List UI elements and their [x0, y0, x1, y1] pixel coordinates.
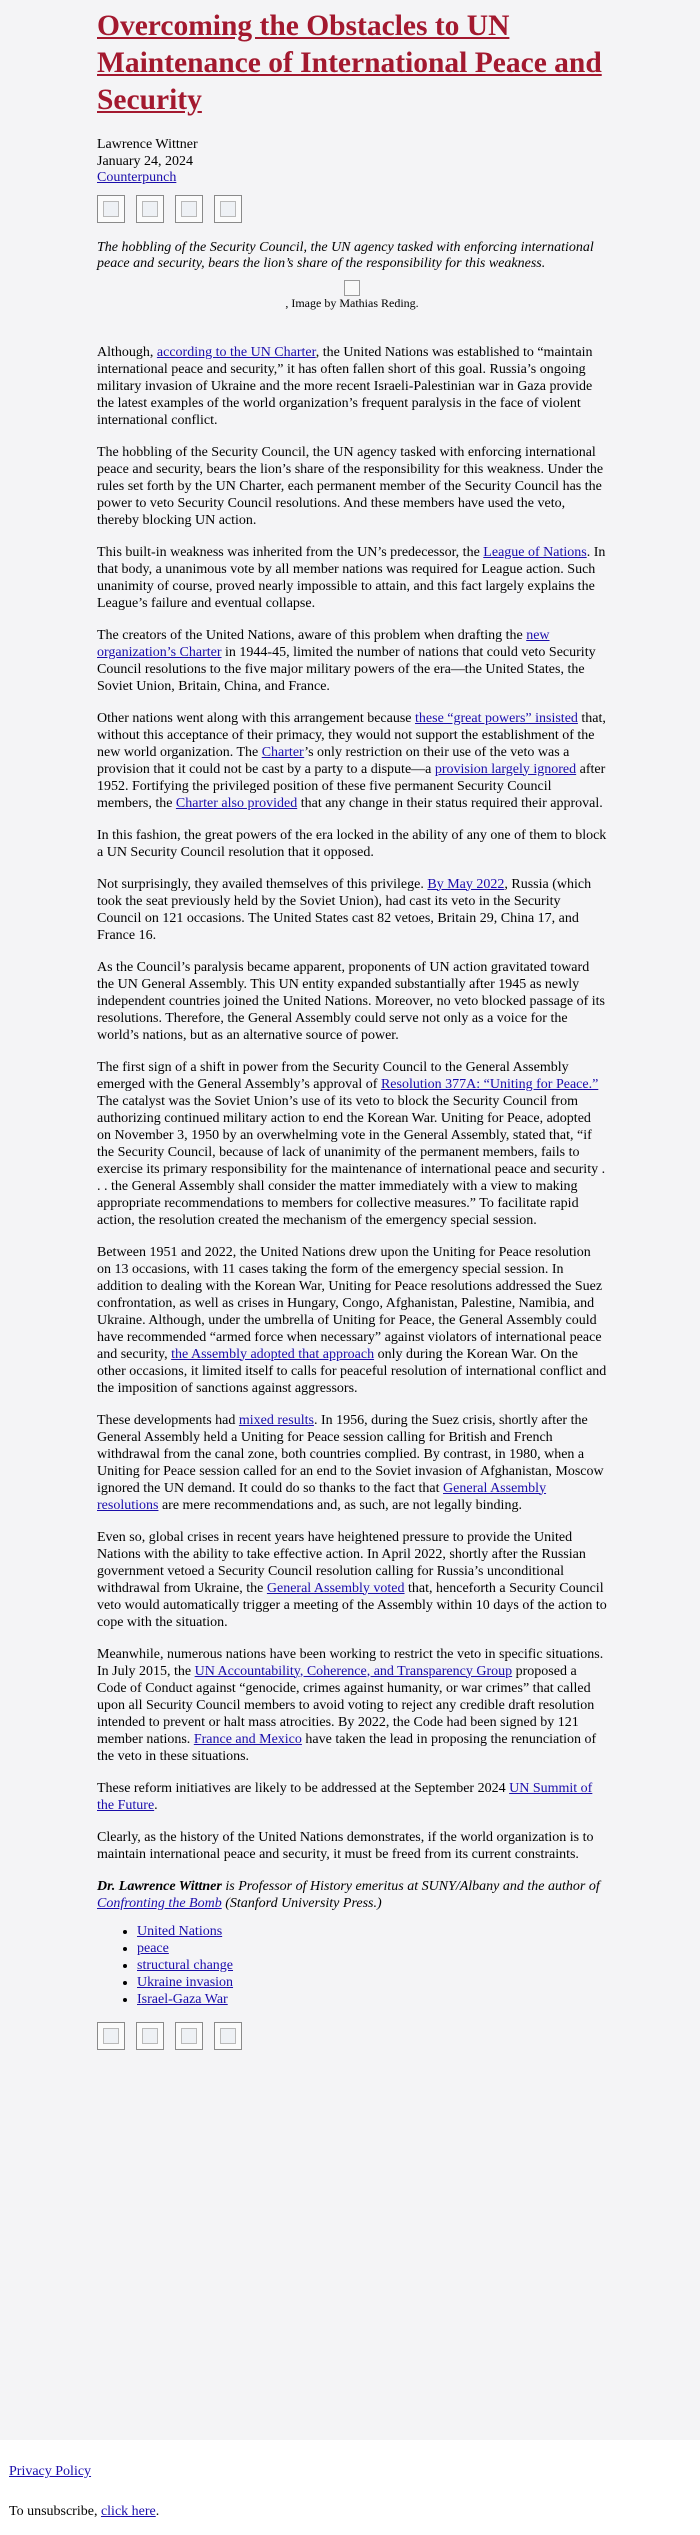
author-bio: [97, 1878, 607, 1912]
inline-link[interactable]: these “great powers” insisted: [415, 710, 578, 726]
paragraph-text: ’s only restriction on their use of the veto was a provision that it could not be cast by a party to a dispute—a: [97, 744, 570, 777]
twitter-share-button[interactable]: [136, 195, 164, 223]
unsubscribe-period: .: [155, 2504, 160, 2519]
unsubscribe-link[interactable]: click here: [100, 2504, 156, 2519]
inline-link[interactable]: By May 2022: [427, 876, 505, 892]
paragraph-text: Not surprisingly, they availed themselves of this privilege.: [97, 876, 428, 892]
paragraph-text: The first sign of a shift in power from the Security Council to the General Assembly emerged with the General Assembly’s approval of: [97, 1059, 569, 1092]
paragraph-text: have taken the lead in proposing the renunciation of the veto in these situations.: [97, 1731, 597, 1764]
paragraph-text: that, without this acceptance of their primacy, they would not support the establishment of the new world organization. The: [97, 710, 606, 760]
bio-author-name: Dr. Lawrence Wittner: [97, 1878, 222, 1894]
facebook-icon: [103, 201, 119, 217]
article-body: [97, 344, 607, 1863]
inline-link[interactable]: France and Mexico: [193, 1731, 302, 1747]
paragraph-text: .: [154, 1797, 158, 1813]
paragraph-text: Although,: [97, 344, 157, 360]
inline-link[interactable]: new organization’s Charter: [97, 627, 550, 660]
print-share-button[interactable]: [214, 195, 242, 223]
unsubscribe-line: [9, 2503, 689, 2520]
body-paragraph: [97, 1829, 607, 1863]
inline-link[interactable]: UN Summit of the Future: [97, 1780, 593, 1813]
facebook-icon: [103, 2028, 119, 2044]
paragraph-text: As the Council’s paralysis became apparent, proponents of UN action gravitated toward the UN General Assembly. This UN entity expanded substantially after 1945 as newly independent countries joined the United Nations. Moreover, no veto blocked passage of its resolutions. Therefore, the General Assembly could serve not only as a voice for the world’s nations, but as an alternative source of power.: [97, 959, 605, 1043]
article-meta: [97, 137, 607, 187]
paragraph-text: Even so, global crises in recent years have heightened pressure to provide the United Nations with the ability to take effective action. In April 2022, shortly after the Russian government vetoed a Security Council resolution calling for Russia’s unconditional withdrawal from Ukraine, the: [97, 1529, 586, 1596]
paragraph-text: that any change in their status required their approval.: [297, 795, 603, 811]
tag-link[interactable]: Israel-Gaza War: [137, 1991, 228, 2007]
body-paragraph: [97, 1646, 607, 1765]
body-paragraph: [97, 827, 607, 861]
paragraph-text: The catalyst was the Soviet Union’s use of its veto to block the Security Council from authorizing continued military action to end the Korean War. Uniting for Peace, adopted on November 3, 1950 by an overwhelming vote in the General Assembly, stated that, “if the Security Council, because of lack of unanimity of the permanent members, fails to exercise its primary responsibility for the maintenance of international peace and security . . . the General Assembly shall consider the matter immediately with a view to making appropriate recommendations to members for collective measures.” To facilitate rapid action, the resolution created the mechanism of the emergency special session.: [97, 1093, 606, 1228]
broken-image-icon: [344, 280, 360, 296]
image-block: [97, 280, 607, 314]
paragraph-text: The hobbling of the Security Council, the UN agency tasked with enforcing international peace and security, bears the lion’s share of the responsibility for this weakness. Under the rules set forth by the UN Charter, each permanent member of the Security Council has the power to veto Security Council resolutions. And these members have used the veto, thereby blocking UN action.: [97, 444, 604, 528]
tag-item: [137, 1923, 607, 1940]
article-title-link[interactable]: Overcoming the Obstacles to UN Maintenance of International Peace and Security: [97, 10, 602, 116]
inline-link[interactable]: General Assembly voted: [266, 1580, 405, 1596]
facebook-share-button[interactable]: [97, 195, 125, 223]
inline-link[interactable]: mixed results: [238, 1412, 314, 1428]
publish-date: January 24, 2024: [97, 153, 194, 169]
paragraph-text: . In that body, a unanimous vote by all member nations was required for League action. Such unanimity of course, proved nearly impossible to attain, and this fact largely explains the League’s failure and eventual collapse.: [97, 544, 606, 611]
body-paragraph: [97, 710, 607, 812]
email-icon: [181, 201, 197, 217]
share-icons-top: [97, 195, 607, 229]
paragraph-text: This built-in weakness was inherited from the UN’s predecessor, the: [97, 544, 484, 560]
inline-link[interactable]: League of Nations: [483, 544, 587, 560]
print-icon: [220, 201, 236, 217]
twitter-share-button[interactable]: [136, 2022, 164, 2050]
source-link[interactable]: Counterpunch: [97, 170, 177, 185]
privacy-policy-link[interactable]: Privacy Policy: [9, 2464, 92, 2479]
paragraph-text: Clearly, as the history of the United Nations demonstrates, if the world organization is to maintain international peace and security, it must be freed from its current constraints.: [97, 1829, 594, 1862]
author-name: Lawrence Wittner: [97, 137, 198, 152]
email-icon: [181, 2028, 197, 2044]
paragraph-text: Meanwhile, numerous nations have been working to restrict the veto in specific situations. In July 2015, the: [97, 1646, 604, 1679]
print-icon: [220, 2028, 236, 2044]
inline-link[interactable]: General Assembly resolutions: [97, 1480, 547, 1513]
twitter-icon: [142, 2028, 158, 2044]
inline-link[interactable]: provision largely ignored: [434, 761, 577, 777]
inline-link[interactable]: the Assembly adopted that approach: [171, 1346, 375, 1362]
unsubscribe-text: To unsubscribe,: [9, 2504, 101, 2519]
tag-item: [137, 1991, 607, 2008]
book-link[interactable]: Confronting the Bomb: [97, 1895, 222, 1911]
print-share-button[interactable]: [214, 2022, 242, 2050]
email-footer: [9, 2463, 689, 2520]
paragraph-text: . In 1956, during the Suez crisis, shortly after the General Assembly held a Uniting for Peace session calling for British and French withdrawal from the canal zone, both countries complied. By contrast, in 1980, when a Uniting for Peace session called for an end to the Soviet invasion of Afghanistan, Moscow ignored the UN demand. It could do so thanks to the fact that: [97, 1412, 604, 1496]
paragraph-text: only during the Korean War. On the other occasions, it limited itself to calls for peaceful resolution of international conflict and the imposition of sanctions against aggressors.: [97, 1346, 607, 1396]
facebook-share-button[interactable]: [97, 2022, 125, 2050]
inline-link[interactable]: according to the UN Charter: [156, 344, 316, 360]
email-share-button[interactable]: [175, 195, 203, 223]
body-paragraph: [97, 627, 607, 695]
paragraph-text: The creators of the United Nations, aware of this problem when drafting the: [97, 627, 527, 643]
body-paragraph: [97, 444, 607, 529]
body-paragraph: [97, 1059, 607, 1229]
tag-link[interactable]: Ukraine invasion: [137, 1974, 234, 1990]
share-icons-bottom: [97, 2022, 607, 2056]
paragraph-text: after 1952. Fortifying the privileged position of these five permanent Security Council members, the: [97, 761, 606, 811]
inline-link[interactable]: Resolution 377A: “Uniting for Peace.”: [380, 1076, 599, 1092]
paragraph-text: that, henceforth a Security Council veto would automatically trigger a meeting of the Assembly within 10 days of the action to cope with the situation.: [97, 1580, 607, 1630]
inline-link[interactable]: Charter also provided: [175, 795, 298, 811]
paragraph-text: , the United Nations was established to “maintain international peace and security,” it has often fallen short of this goal. Russia’s ongoing military invasion of Ukraine and the more recent Israeli-Palestinian war in Gaza provide the latest examples of the world organization’s frequent paralysis in the face of violent international conflict.: [97, 344, 593, 428]
tag-link[interactable]: United Nations: [137, 1923, 223, 1939]
paragraph-text: , Russia (which took the seat previously held by the Soviet Union), had cast its veto in the Security Council on 121 occasions. The United States cast 82 vetoes, Britain 29, China 17, and France 16.: [97, 876, 592, 943]
paragraph-text: These developments had: [97, 1412, 239, 1428]
bio-text: (Stanford University Press.): [221, 1895, 382, 1911]
tag-link[interactable]: peace: [137, 1940, 169, 1956]
body-paragraph: [97, 1412, 607, 1514]
email-share-button[interactable]: [175, 2022, 203, 2050]
twitter-icon: [142, 201, 158, 217]
body-paragraph: [97, 876, 607, 944]
tag-item: [137, 1974, 607, 1991]
body-paragraph: [97, 1529, 607, 1631]
article: [97, 0, 607, 2056]
paragraph-text: In this fashion, the great powers of the era locked in the ability of any one of them to block a UN Security Council resolution that it opposed.: [97, 827, 607, 860]
inline-link[interactable]: UN Accountability, Coherence, and Transparency Group: [194, 1663, 513, 1679]
tag-item: [137, 1957, 607, 1974]
image-caption: , Image by Mathias Reding.: [285, 295, 419, 310]
paragraph-text: proposed a Code of Conduct against “genocide, crimes against humanity, or war crimes” that called upon all Security Council members to avoid voting to reject any credible draft resolution intended to prevent or halt mass atrocities. By 2022, the Code had been signed by 121 member nations.: [97, 1663, 595, 1747]
body-paragraph: [97, 959, 607, 1044]
tag-item: [137, 1940, 607, 1957]
paragraph-text: Other nations went along with this arrangement because: [97, 710, 416, 726]
paragraph-text: Between 1951 and 2022, the United Nations drew upon the Uniting for Peace resolution on 13 occasions, with 11 cases taking the form of the emergency special session. In addition to dealing with the Korean War, Uniting for Peace resolutions addressed the Suez confrontation, as well as crises in Hungary, Congo, Afghanistan, Palestine, Namibia, and Ukraine. Although, under the umbrella of Uniting for Peace, the General Assembly could have recommended “armed force when necessary” against violators of international peace and security,: [97, 1244, 603, 1362]
body-paragraph: [97, 1244, 607, 1397]
paragraph-text: These reform initiatives are likely to be addressed at the September 2024: [97, 1780, 510, 1796]
body-paragraph: [97, 544, 607, 612]
tag-list: [97, 1923, 607, 2008]
article-lede: The hobbling of the Security Council, the UN agency tasked with enforcing international peace and security, bears the lion’s share of the responsibility for this weakness.: [97, 239, 594, 271]
body-paragraph: [97, 344, 607, 429]
paragraph-text: are mere recommendations and, as such, are not legally binding.: [158, 1497, 522, 1513]
article-title: [97, 8, 607, 119]
inline-link[interactable]: Charter: [261, 744, 305, 760]
tag-link[interactable]: structural change: [137, 1957, 234, 1973]
paragraph-text: in 1944-45, limited the number of nations that could veto Security Council resolutions to the five major military powers of the era—the United States, the Soviet Union, Britain, China, and France.: [97, 644, 596, 694]
body-paragraph: [97, 1780, 607, 1814]
bio-text: is Professor of History emeritus at SUNY/Albany and the author of: [221, 1878, 600, 1894]
